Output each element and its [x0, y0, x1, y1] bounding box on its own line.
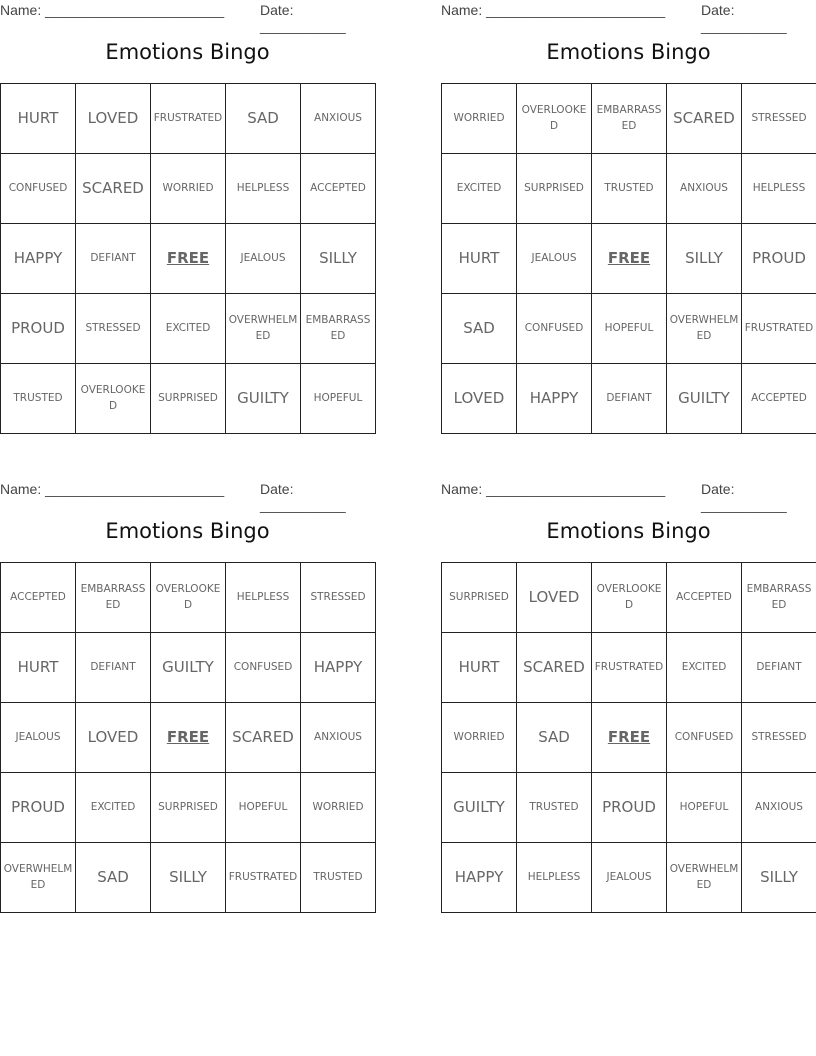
bingo-cell: DEFIANT — [76, 633, 151, 703]
bingo-cell: WORRIED — [442, 703, 517, 773]
bingo-cell: CONFUSED — [1, 154, 76, 224]
bingo-cell: JEALOUS — [1, 703, 76, 773]
bingo-cell: GUILTY — [667, 364, 742, 434]
bingo-card-2 — [441, 0, 816, 440]
bingo-cell: GUILTY — [226, 364, 301, 434]
bingo-cell: TRUSTED — [592, 154, 667, 224]
bingo-cell: LOVED — [517, 563, 592, 633]
free-space-cell: FREE — [151, 224, 226, 294]
bingo-cell: FRUSTRATED — [592, 633, 667, 703]
bingo-cell: DEFIANT — [742, 633, 816, 703]
bingo-cell: HAPPY — [301, 633, 376, 703]
bingo-cell: ACCEPTED — [742, 364, 816, 434]
bingo-cell: ANXIOUS — [301, 703, 376, 773]
card-title: Emotions Bingo — [546, 40, 711, 64]
bingo-cell: OVERLOOKED — [592, 563, 667, 633]
bingo-cell: HELPLESS — [742, 154, 816, 224]
bingo-cell: LOVED — [76, 84, 151, 154]
bingo-cell: FRUSTRATED — [151, 84, 226, 154]
date-field-label[interactable]: Date: ___________ — [701, 2, 787, 34]
bingo-cell: LOVED — [442, 364, 517, 434]
bingo-card-1 — [0, 0, 375, 440]
bingo-cell: CONFUSED — [226, 633, 301, 703]
bingo-cell: SURPRISED — [151, 364, 226, 434]
bingo-cell: PROUD — [592, 773, 667, 843]
bingo-cell: JEALOUS — [226, 224, 301, 294]
bingo-cell: SAD — [517, 703, 592, 773]
bingo-cell: SCARED — [226, 703, 301, 773]
bingo-cell: SILLY — [742, 843, 816, 913]
date-field-label[interactable]: Date: ___________ — [260, 2, 346, 34]
bingo-grid — [0, 83, 376, 434]
bingo-grid — [441, 83, 816, 434]
bingo-cell: SCARED — [517, 633, 592, 703]
bingo-cell: HURT — [442, 224, 517, 294]
bingo-cell: HOPEFUL — [226, 773, 301, 843]
bingo-cell: JEALOUS — [592, 843, 667, 913]
bingo-card-3 — [0, 479, 375, 919]
bingo-cell: HAPPY — [442, 843, 517, 913]
bingo-cell: SILLY — [301, 224, 376, 294]
free-space-cell: FREE — [151, 703, 226, 773]
bingo-cell: HURT — [1, 84, 76, 154]
bingo-cell: EXCITED — [76, 773, 151, 843]
bingo-card-4 — [441, 479, 816, 919]
bingo-cell: OVERWHELMED — [1, 843, 76, 913]
bingo-cell: TRUSTED — [517, 773, 592, 843]
bingo-cell: WORRIED — [301, 773, 376, 843]
card-title: Emotions Bingo — [105, 519, 270, 543]
bingo-cell: PROUD — [1, 773, 76, 843]
bingo-cell: WORRIED — [442, 84, 517, 154]
card-title: Emotions Bingo — [105, 40, 270, 64]
bingo-cell: FRUSTRATED — [742, 294, 816, 364]
bingo-cell: HELPLESS — [226, 154, 301, 224]
bingo-cell: ANXIOUS — [742, 773, 816, 843]
bingo-cell: TRUSTED — [301, 843, 376, 913]
bingo-cell: OVERWHELMED — [667, 843, 742, 913]
free-space-cell: FREE — [592, 703, 667, 773]
bingo-cell: CONFUSED — [667, 703, 742, 773]
bingo-cell: SCARED — [667, 84, 742, 154]
bingo-cell: EXCITED — [442, 154, 517, 224]
date-field-label[interactable]: Date: ___________ — [701, 481, 787, 513]
bingo-cell: EXCITED — [151, 294, 226, 364]
bingo-cell: ACCEPTED — [1, 563, 76, 633]
bingo-cell: OVERWHELMED — [226, 294, 301, 364]
bingo-cell: HELPLESS — [226, 563, 301, 633]
card-header — [0, 479, 375, 513]
bingo-cell: ACCEPTED — [667, 563, 742, 633]
name-field-label[interactable]: Name: _______________________ — [0, 2, 225, 18]
card-header — [441, 479, 816, 513]
bingo-cell: GUILTY — [442, 773, 517, 843]
bingo-cell: FRUSTRATED — [226, 843, 301, 913]
bingo-cell: HOPEFUL — [301, 364, 376, 434]
bingo-cell: OVERWHELMED — [667, 294, 742, 364]
bingo-cell: HURT — [1, 633, 76, 703]
bingo-cell: LOVED — [76, 703, 151, 773]
bingo-cell: GUILTY — [151, 633, 226, 703]
bingo-cell: HOPEFUL — [592, 294, 667, 364]
card-header — [441, 0, 816, 34]
bingo-cell: EMBARRASSED — [592, 84, 667, 154]
bingo-cell: EMBARRASSED — [301, 294, 376, 364]
bingo-cell: WORRIED — [151, 154, 226, 224]
bingo-cell: PROUD — [742, 224, 816, 294]
bingo-cell: ANXIOUS — [667, 154, 742, 224]
bingo-cell: DEFIANT — [592, 364, 667, 434]
bingo-cell: OVERLOOKED — [151, 563, 226, 633]
bingo-cell: SILLY — [667, 224, 742, 294]
card-title: Emotions Bingo — [546, 519, 711, 543]
name-field-label[interactable]: Name: _______________________ — [441, 2, 666, 18]
bingo-cell: SAD — [76, 843, 151, 913]
bingo-cell: EMBARRASSED — [742, 563, 816, 633]
bingo-cell: SURPRISED — [442, 563, 517, 633]
free-space-cell: FREE — [592, 224, 667, 294]
name-field-label[interactable]: Name: _______________________ — [0, 481, 225, 497]
bingo-cell: JEALOUS — [517, 224, 592, 294]
bingo-cell: SCARED — [76, 154, 151, 224]
bingo-cell: DEFIANT — [76, 224, 151, 294]
bingo-cell: PROUD — [1, 294, 76, 364]
bingo-grid — [441, 562, 816, 913]
card-header — [0, 0, 375, 34]
bingo-cell: SURPRISED — [517, 154, 592, 224]
bingo-grid — [0, 562, 376, 913]
bingo-cell: EMBARRASSED — [76, 563, 151, 633]
name-field-label[interactable]: Name: _______________________ — [441, 481, 666, 497]
bingo-cell: STRESSED — [76, 294, 151, 364]
bingo-cell: SURPRISED — [151, 773, 226, 843]
bingo-cell: SILLY — [151, 843, 226, 913]
bingo-cell: STRESSED — [742, 703, 816, 773]
bingo-cell: OVERLOOKED — [76, 364, 151, 434]
bingo-cell: SAD — [442, 294, 517, 364]
bingo-cell: EXCITED — [667, 633, 742, 703]
bingo-cell: HAPPY — [1, 224, 76, 294]
bingo-cell: OVERLOOKED — [517, 84, 592, 154]
bingo-cell: ACCEPTED — [301, 154, 376, 224]
bingo-cell: HURT — [442, 633, 517, 703]
date-field-label[interactable]: Date: ___________ — [260, 481, 346, 513]
bingo-cell: STRESSED — [742, 84, 816, 154]
bingo-cell: SAD — [226, 84, 301, 154]
bingo-cell: HELPLESS — [517, 843, 592, 913]
bingo-cell: TRUSTED — [1, 364, 76, 434]
bingo-cell: STRESSED — [301, 563, 376, 633]
bingo-cell: HOPEFUL — [667, 773, 742, 843]
bingo-cell: HAPPY — [517, 364, 592, 434]
bingo-cell: ANXIOUS — [301, 84, 376, 154]
bingo-cell: CONFUSED — [517, 294, 592, 364]
